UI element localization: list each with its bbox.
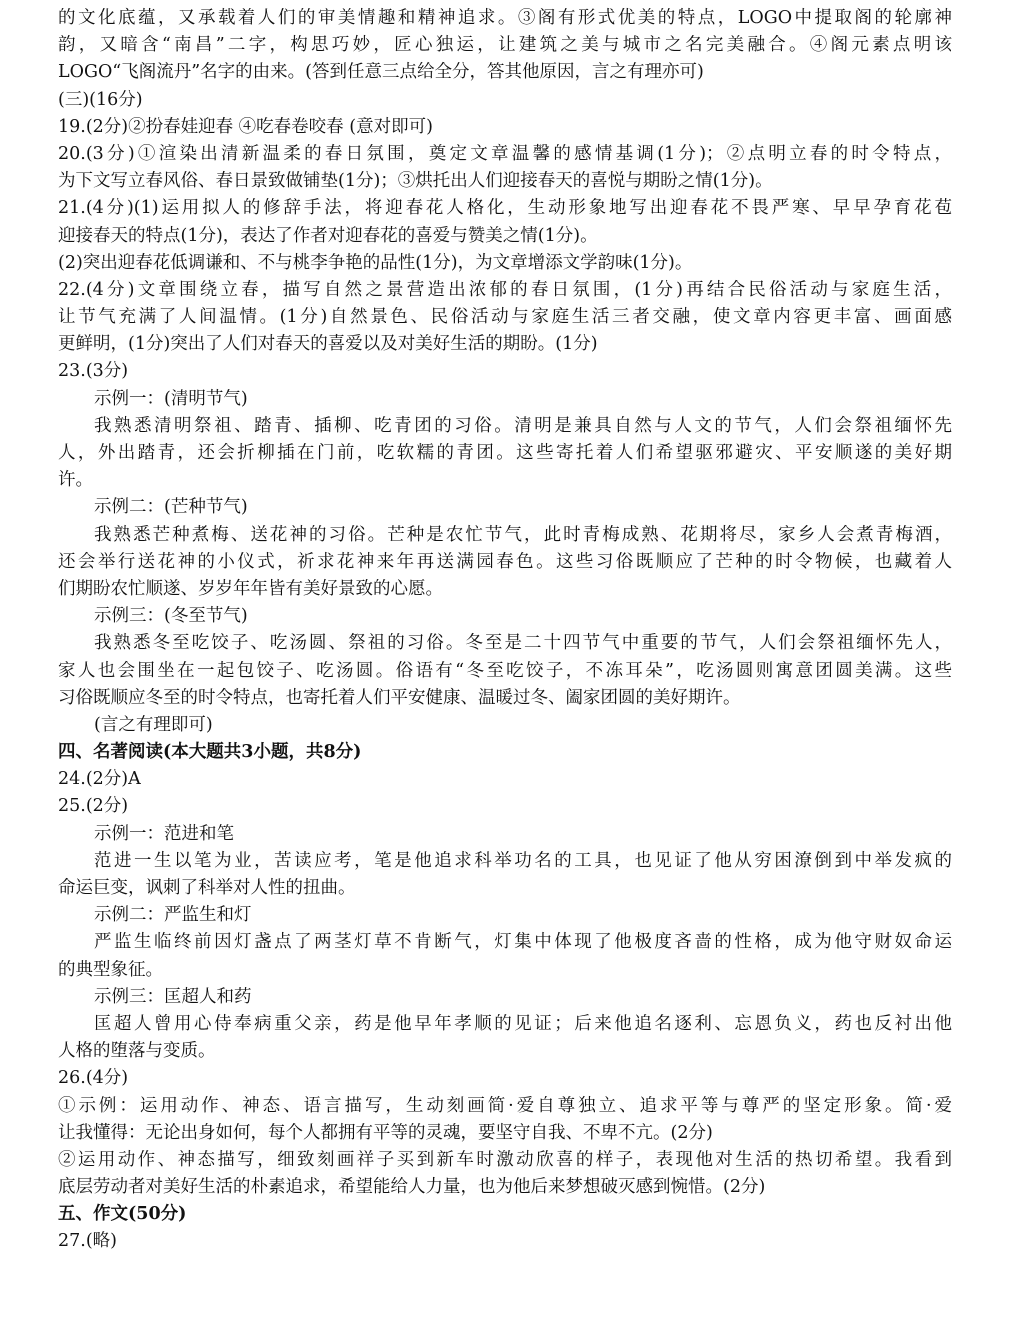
text-line: LOGO“飞阁流丹”名字的由来。(答到任意三点给全分，答其他原因，言之有理亦可): [58, 62, 704, 83]
text-line: 底层劳动者对美好生活的朴素追求，希望能给人力量，也为他后来梦想破灭感到惋惜。(2分): [58, 1177, 766, 1198]
text-line: 示例二：严监生和灯: [94, 905, 252, 926]
text-line: 们期盼农忙顺遂、岁岁年年皆有美好景致的心愿。: [58, 578, 443, 599]
text-line: 人，外出踏青，还会折柳插在门前，吃软糯的青团。这些寄托着人们希望驱邪避灾、平安顺遂的美好期: [58, 443, 952, 463]
text-line: 26.(4分): [58, 1068, 129, 1089]
text-line: 让节气充满了人间温情。(1分)自然景色、民俗活动与家庭生活三者交融，使文章内容更丰富、画面感: [58, 307, 952, 328]
text-line: 我熟悉清明祭祖、踏青、插柳、吃青团的习俗。清明是兼具自然与人文的节气，人们会祭祖缅怀先: [94, 415, 952, 436]
section-heading: 四、名著阅读(本大题共3小题，共8分): [58, 742, 362, 763]
text-line: 我熟悉冬至吃饺子、吃汤圆、祭祖的习俗。冬至是二十四节气中重要的节气，人们会祭祖缅怀先人，: [94, 633, 952, 654]
text-line: 示例三：匡超人和药: [94, 986, 252, 1007]
text-line: 27.(略): [58, 1231, 117, 1252]
text-line: 21.(4分)(1)运用拟人的修辞手法，将迎春花人格化，生动形象地写出迎春花不畏严寒、早早孕育花苞: [58, 198, 952, 219]
text-line: 示例三：(冬至节气): [94, 606, 248, 627]
document-body: [58, 5, 952, 1256]
text-line: 22.(4分)文章围绕立春，描写自然之景营造出浓郁的春日氛围，(1分)再结合民俗活动与家庭生活，: [58, 279, 952, 300]
text-line: 匡超人曾用心侍奉病重父亲，药是他早年孝顺的见证；后来他追名逐利、忘恩负义，药也反衬出他: [94, 1013, 952, 1034]
text-line: 的文化底蕴，又承载着人们的审美情趣和精神追求。③阁有形式优美的特点，LOGO中提取阁的轮廓神: [58, 8, 952, 28]
text-line: (三)(16分): [58, 89, 143, 110]
text-line: 示例一：范进和笔: [94, 823, 234, 844]
text-line: ②运用动作、神态描写，细致刻画祥子买到新车时激动欣喜的样子，表现他对生活的热切希望。我看到: [58, 1149, 952, 1170]
text-line: 家人也会围坐在一起包饺子、吃汤圆。俗语有“冬至吃饺子，不冻耳朵”，吃汤圆则寓意团圆美满。这些: [58, 660, 952, 681]
text-line: 19.(2分)②扮春娃迎春 ④吃春卷咬春 (意对即可): [58, 116, 433, 137]
text-line: 更鲜明，(1分)突出了人们对春天的喜爱以及对美好生活的期盼。(1分): [58, 334, 598, 355]
text-line: 23.(3分): [58, 361, 129, 382]
text-line: (2)突出迎春花低调谦和、不与桃李争艳的品性(1分)，为文章增添文学韵味(1分)。: [58, 252, 693, 273]
text-line: 让我懂得：无论出身如何，每个人都拥有平等的灵魂，要坚守自我、不卑不亢。(2分): [58, 1122, 713, 1143]
text-line: 25.(2分): [58, 796, 129, 817]
text-line: ①示例：运用动作、神态、语言描写，生动刻画简·爱自尊独立、追求平等与尊严的坚定形象。简·爱: [58, 1095, 952, 1116]
text-line: 示例一：(清明节气): [94, 388, 248, 409]
text-line: 为下文写立春风俗、春日景致做铺垫(1分)；③烘托出人们迎接春天的喜悦与期盼之情(1分)。: [58, 171, 773, 192]
text-line: 习俗既顺应冬至的时令特点，也寄托着人们平安健康、温暖过冬、阖家团圆的美好期许。: [58, 687, 741, 708]
text-line: 20.(3分)①渲染出清新温柔的春日氛围，奠定文章温馨的感情基调(1分)；②点明立春的时令特点，: [58, 143, 952, 164]
text-line: 范进一生以笔为业，苦读应考，笔是他追求科举功名的工具，也见证了他从穷困潦倒到中举发疯的: [94, 850, 952, 871]
text-line: 我熟悉芒种煮梅、送花神的习俗。芒种是农忙节气，此时青梅成熟、花期将尽，家乡人会煮青梅酒，: [94, 524, 952, 545]
text-line: 严监生临终前因灯盏点了两茎灯草不肯断气，灯集中体现了他极度吝啬的性格，成为他守财奴命运: [94, 932, 952, 953]
text-line: 韵，又暗含“南昌”二字，构思巧妙，匠心独运，让建筑之美与城市之名完美融合。④阁元素点明该: [58, 35, 952, 56]
text-line: 示例二：(芒种节气): [94, 497, 248, 518]
text-line: (言之有理即可): [94, 714, 213, 735]
text-line: 24.(2分)A: [58, 769, 141, 790]
section-heading: 五、作文(50分): [58, 1204, 187, 1225]
text-line: 许。: [58, 470, 93, 491]
text-line: 人格的堕落与变质。: [58, 1041, 216, 1062]
text-line: 还会举行送花神的小仪式，祈求花神来年再送满园春色。这些习俗既顺应了芒种的时令物候，也藏着人: [58, 551, 952, 572]
text-line: 的典型象征。: [58, 959, 163, 980]
text-line: 迎接春天的特点(1分)，表达了作者对迎春花的喜爱与赞美之情(1分)。: [58, 225, 598, 246]
text-line: 命运巨变，讽刺了科举对人性的扭曲。: [58, 878, 356, 898]
